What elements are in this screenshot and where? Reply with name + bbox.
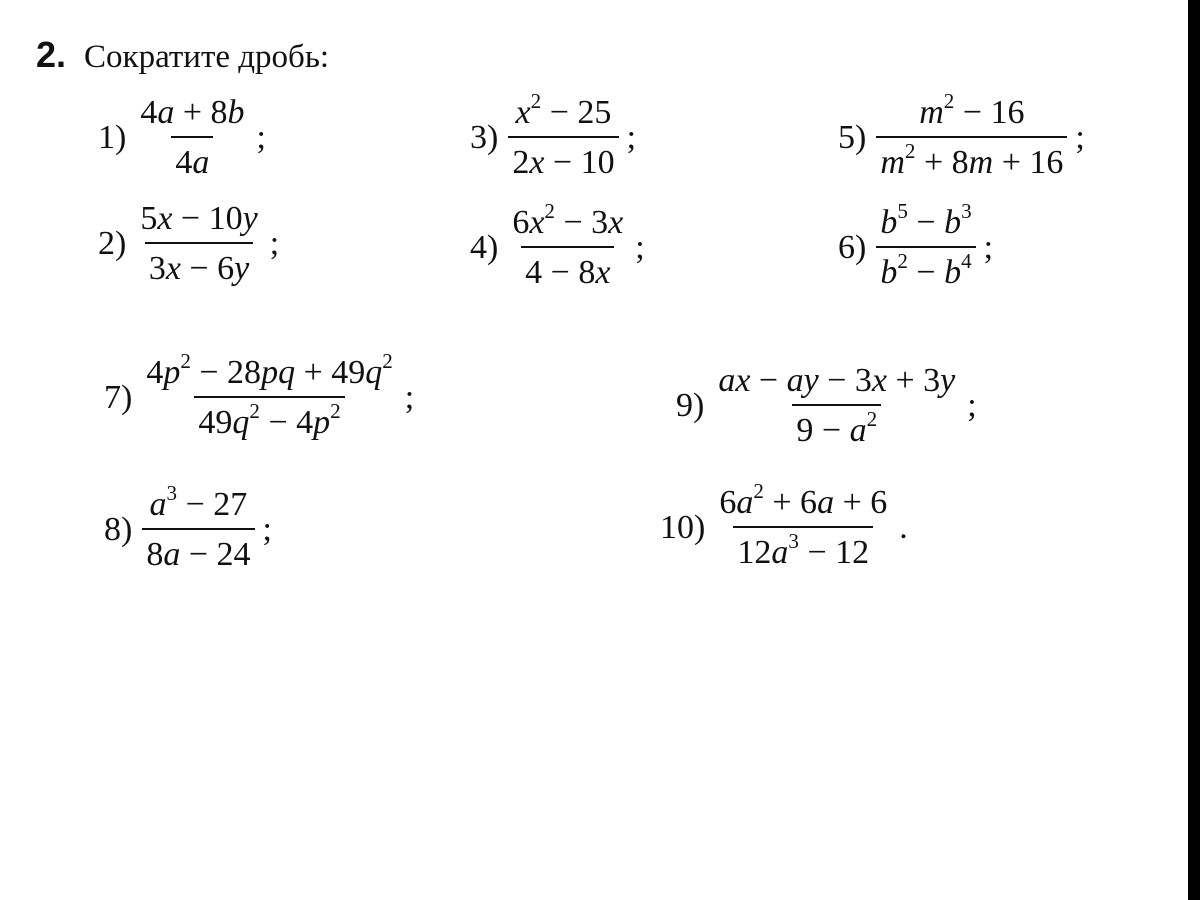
exercise-label: 1) <box>98 119 127 156</box>
fraction-denominator: $m^2 + 8m + 16$ <box>876 136 1067 180</box>
fraction <box>142 480 254 573</box>
exercise-9 <box>676 364 977 448</box>
punctuation: ; <box>626 119 637 156</box>
fraction <box>508 198 627 291</box>
fraction-numerator: $6a^2 + 6a + 6$ <box>719 478 888 521</box>
fraction-denominator: 8a − 24 <box>142 528 254 572</box>
punctuation: . <box>899 509 908 546</box>
fraction-denominator: $b^2 - b^4$ <box>876 246 975 290</box>
fraction-denominator: 4 − 8x <box>521 246 614 290</box>
exercise-10 <box>660 478 908 571</box>
fraction <box>714 364 959 448</box>
fraction-denominator: 3x − 6y <box>145 242 253 286</box>
punctuation: ; <box>262 511 272 548</box>
fraction <box>715 478 891 571</box>
exercise-label: 9) <box>676 387 705 424</box>
scan-edge-border <box>1188 0 1200 900</box>
exercise-label: 10) <box>660 509 706 546</box>
exercise-label: 4) <box>470 229 499 266</box>
fraction <box>136 202 261 286</box>
punctuation: ; <box>983 229 994 266</box>
punctuation: ; <box>635 229 645 266</box>
exercise-1 <box>98 96 266 180</box>
exercise-2 <box>98 202 279 286</box>
fraction-numerator: $x^2 - 25$ <box>515 88 612 131</box>
exercise-label: 8) <box>104 511 133 548</box>
exercise-8 <box>104 480 272 573</box>
fraction-numerator: $4p^2 - 28pq + 49q^2$ <box>146 348 393 391</box>
punctuation: ; <box>269 225 280 262</box>
fraction-numerator: $6x^2 - 3x$ <box>512 198 624 241</box>
fraction <box>142 348 396 441</box>
exercise-6 <box>838 198 994 291</box>
task-number: 2. <box>36 34 67 75</box>
fraction-numerator: ax − ay − 3x + 3y <box>718 362 956 399</box>
exercise-label: 5) <box>838 119 867 156</box>
fraction-numerator: 5x − 10y <box>140 200 258 237</box>
punctuation: ; <box>404 379 415 416</box>
exercise-7 <box>104 348 415 441</box>
exercise-5 <box>838 88 1085 181</box>
fraction <box>876 198 975 291</box>
fraction-denominator: $49q^2 - 4p^2$ <box>194 396 344 440</box>
fraction-denominator: 2x − 10 <box>508 136 618 180</box>
exercise-4 <box>470 198 645 291</box>
fraction-denominator: $12a^3 - 12$ <box>733 526 873 570</box>
fraction-numerator: $m^2 - 16$ <box>919 88 1025 131</box>
punctuation: ; <box>1075 119 1085 156</box>
punctuation: ; <box>967 387 977 424</box>
fraction-numerator: $b^5 - b^3$ <box>880 198 972 241</box>
exercise-label: 2) <box>98 225 127 262</box>
fraction-denominator: 4a <box>171 136 213 180</box>
exercise-label: 3) <box>470 119 499 156</box>
task-header <box>36 34 329 76</box>
exercise-3 <box>470 88 637 181</box>
fraction <box>136 96 248 180</box>
fraction <box>876 88 1067 181</box>
fraction-denominator: $9 - a^2$ <box>792 404 881 448</box>
fraction <box>508 88 618 181</box>
fraction-numerator: $a^3 - 27$ <box>149 480 248 523</box>
task-title: Сократите дробь: <box>84 39 330 75</box>
fraction-numerator: 4a + 8b <box>140 94 245 131</box>
punctuation: ; <box>256 119 266 156</box>
exercise-label: 6) <box>838 229 867 266</box>
exercise-label: 7) <box>104 379 133 416</box>
